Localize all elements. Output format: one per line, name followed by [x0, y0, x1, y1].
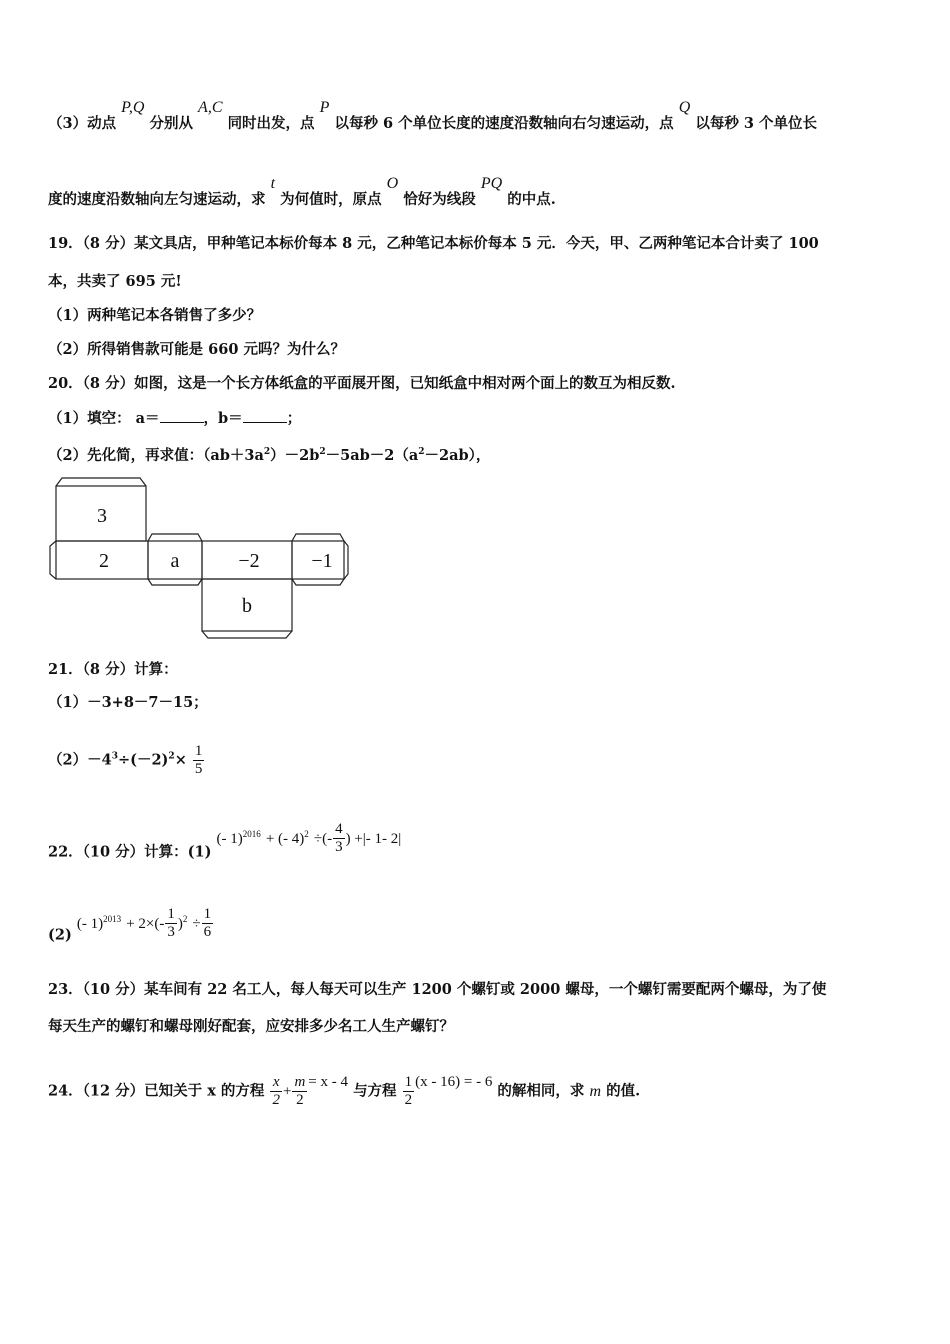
- net-flap: [148, 534, 202, 541]
- q22-expr2: (- 1)$^{2013}$ + 2×(- $\frac{1}{3}$ )$^2$ ÷ $\frac{1}{6}$: [76, 906, 212, 940]
- exponent: 2: [319, 447, 326, 457]
- q24-text: 与方程: [353, 1082, 397, 1100]
- q18-3-text: 以每秒 3 个单位长: [695, 115, 818, 132]
- equation-part: (x - 16) = - 6: [415, 1073, 493, 1090]
- fraction: $\frac{1}{3}$: [167, 906, 175, 940]
- net-flap: [148, 579, 202, 585]
- q18-3-text: 度的速度沿数轴向左匀速运动，求: [48, 191, 266, 208]
- q18-3-text: 同时出发，点: [227, 115, 315, 132]
- fraction: $\frac{1}{6}$: [203, 906, 212, 940]
- net-flap: [202, 631, 292, 638]
- q20-sub1-text: ；: [286, 410, 302, 427]
- var-p: P: [319, 99, 330, 116]
- q20-sub1-text: ，b＝: [203, 410, 243, 427]
- exponent: 2: [418, 447, 425, 457]
- q22-sub2-label: (2): [48, 926, 72, 944]
- q20-sub2-text: －2ab），: [424, 446, 491, 464]
- q24-text: 的解相同，求: [497, 1082, 585, 1100]
- var-pq: P,Q: [121, 99, 145, 116]
- var-t: t: [270, 175, 276, 192]
- q24-text: 24．（12 分）已知关于 x 的方程: [48, 1082, 265, 1100]
- net-flap: [292, 534, 344, 541]
- q22-line1: [48, 821, 402, 870]
- fraction: $\frac{4}{3}$: [335, 821, 343, 855]
- q22-line2: [48, 906, 214, 953]
- net-flap: [292, 579, 344, 585]
- exponent: 2: [263, 447, 271, 457]
- q20-sub2-text: （2）先化简，再求值：（ab＋3a: [48, 446, 264, 464]
- q21-sub2-text: （2）－4: [48, 751, 112, 769]
- net-label-b: b: [242, 595, 252, 617]
- q19-line2: 本，共卖了 695 元!: [48, 273, 182, 290]
- exponent: 2: [168, 751, 175, 762]
- q24-line: 24．（12 分）已知关于 x 的方程 $\frac{x}{2}$ + $\frac{m}{2}$ = x - 4 与方程 $\frac{1}{2}$ (x - 16) = - 6 的解相同，求 m 的值.: [48, 1073, 641, 1108]
- fraction: $\frac{1}{5}$: [194, 743, 203, 777]
- net-label-left: 2: [99, 550, 109, 572]
- fraction: $\frac{1}{2}$: [404, 1074, 413, 1108]
- var-o: O: [386, 175, 399, 192]
- q18-3-text: 恰好为线段: [403, 191, 476, 208]
- var-pq2: PQ: [480, 175, 503, 192]
- q18-3-text: 分别从: [149, 115, 193, 132]
- q21-sub2-text: ×: [174, 751, 187, 769]
- q18-3-text: 为何值时，原点: [280, 191, 382, 208]
- fraction: $\frac{m}{2}$: [294, 1074, 306, 1108]
- q23-line2: 每天生产的螺钉和螺母刚好配套，应安排多少名工人生产螺钉？: [48, 1018, 454, 1035]
- net-label-neg1: −1: [311, 550, 333, 572]
- net-label-neg2: −2: [238, 550, 260, 572]
- equation-part: = x - 4: [308, 1073, 348, 1090]
- q22-label: 22．（10 分）计算：(1): [48, 843, 212, 861]
- q19-line1: 19．（8 分）某文具店，甲种笔记本标价每本 8 元，乙种笔记本标价每本 5 元．今天，甲、乙两种笔记本合计卖了 100: [48, 235, 819, 252]
- q20-sub2-text: －5ab－2（a: [325, 446, 419, 464]
- net-flap: [56, 478, 146, 486]
- q22-expr1: (- 1)$^{2016}$ + (- 4)$^2$ ÷(- $\frac{4}{3}$ ) +|- 1- 2|: [216, 821, 402, 855]
- net-label-top: 3: [97, 505, 107, 527]
- q24-text: 的值.: [606, 1082, 641, 1100]
- var-q: Q: [678, 99, 691, 116]
- var-ac: A,C: [198, 99, 223, 116]
- q20-sub1: [48, 408, 301, 429]
- q20-sub2-text: ）－2b: [270, 446, 320, 464]
- q18-3-line2: [48, 175, 556, 210]
- fraction: $\frac{x}{2}$: [272, 1074, 280, 1108]
- q21-sub1: （1）－3+8－7－15；: [48, 694, 208, 711]
- q20-sub1-text: （1）填空： a＝: [48, 410, 160, 427]
- var-m: m: [589, 1082, 602, 1100]
- net-flap: [50, 541, 56, 579]
- answer-blank-a[interactable]: [160, 408, 204, 423]
- q18-3-label: （3）动点: [48, 115, 117, 132]
- net-label-a: a: [170, 550, 180, 572]
- exponent: 3: [111, 751, 118, 762]
- q23-line1: 23．（10 分）某车间有 22 名工人，每人每天可以生产 1200 个螺钉或 2000 螺母，一个螺钉需要配两个螺母，为了使: [48, 981, 827, 998]
- q20-line1: 20．（8 分）如图，这是一个长方体纸盒的平面展开图，已知纸盒中相对两个面上的数互为相反数.: [48, 375, 676, 392]
- net-flap: [344, 541, 348, 579]
- answer-blank-b[interactable]: [243, 408, 287, 423]
- q21-line1: 21．（8 分）计算：: [48, 661, 178, 678]
- q21-sub2: [48, 743, 205, 778]
- q18-3-text: 以每秒 6 个单位长度的速度沿数轴向右匀速运动，点: [334, 115, 674, 132]
- q18-3-text: 的中点.: [507, 191, 556, 208]
- q19-sub1: （1）两种笔记本各销售了多少？: [48, 307, 262, 324]
- q19-sub2: （2）所得销售款可能是 660 元吗？为什么？: [48, 341, 345, 358]
- q21-sub2-text: ÷(－2): [117, 751, 169, 769]
- q18-3-line1: [48, 99, 818, 134]
- box-net-figure: [46, 476, 356, 646]
- q20-sub2: [48, 442, 490, 466]
